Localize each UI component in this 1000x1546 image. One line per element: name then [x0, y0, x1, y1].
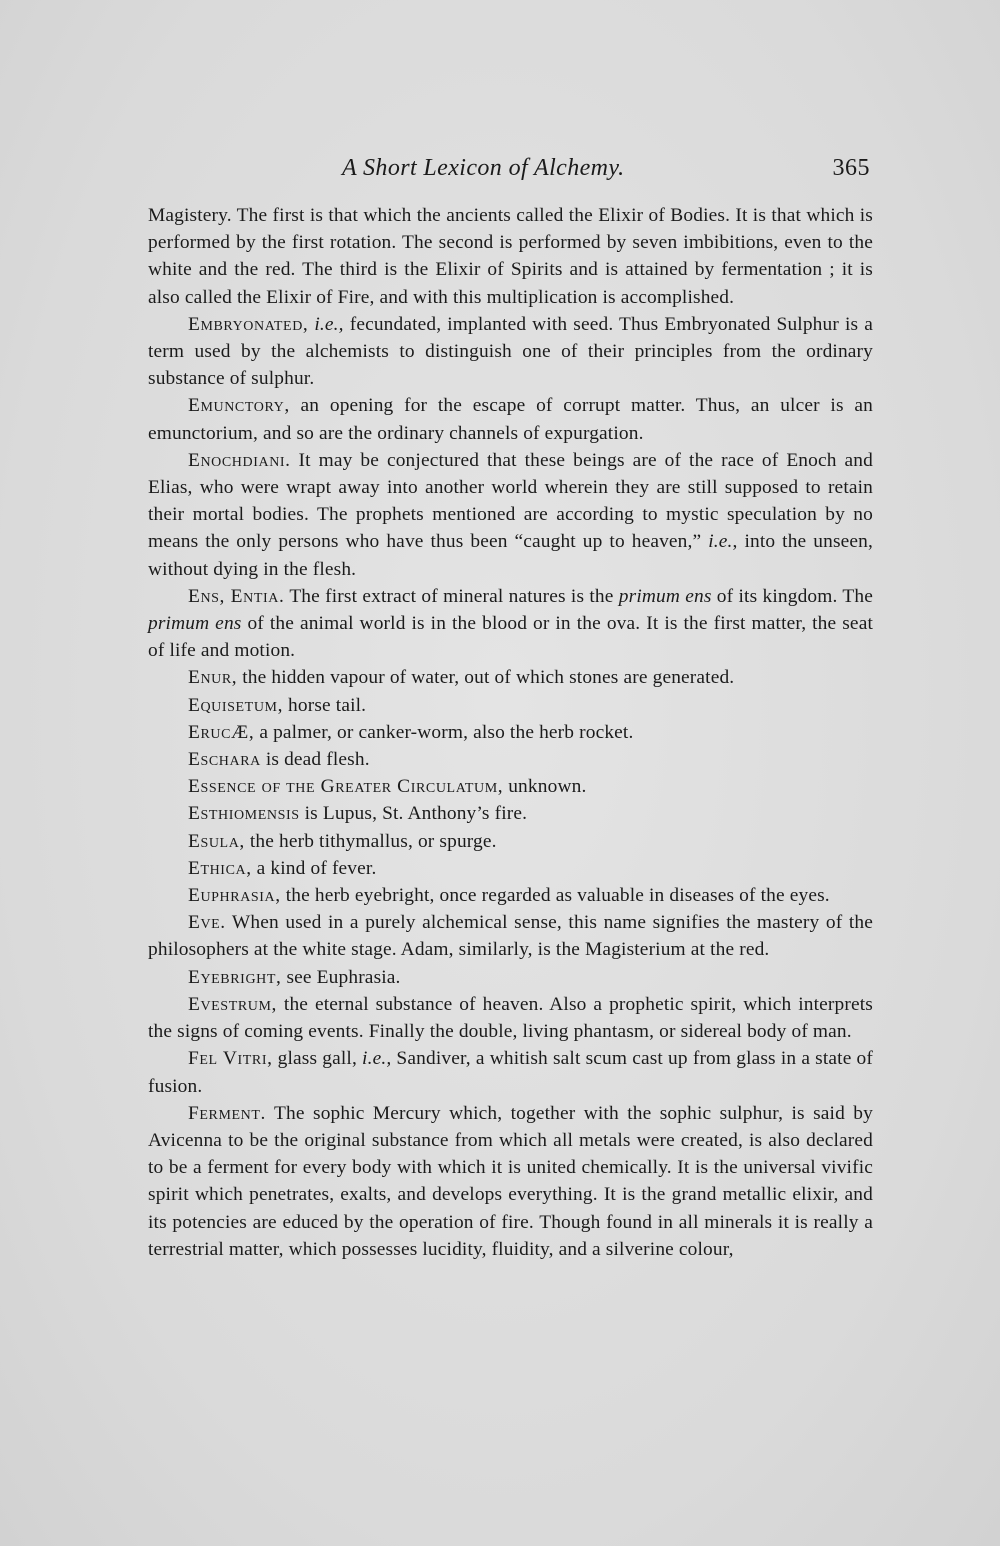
entry-term: Esula, — [188, 830, 245, 852]
entry-equisetum: Equisetum, horse tail. — [188, 694, 367, 716]
entry-ethica: Ethica, a kind of fever. — [188, 857, 377, 879]
italic-phrase: primum ens — [618, 585, 712, 607]
entry-magistery-continuation: Magistery. The first is that which the ancients called the Elixir of Bodies. It is that which is performed by the first rotation. The second is performed by seven imbibitions, even to the white and the red. The third is the Elixir of Spirits and is attained by fermentation ; it is also called the Elixir of Fire, and with this multiplication is accomplished. — [148, 205, 873, 308]
page-header — [148, 155, 870, 189]
ie-abbrev: i.e., — [362, 1048, 392, 1070]
entry-term: Equisetum, — [188, 694, 284, 716]
entry-term: Enur, — [188, 667, 238, 689]
lexicon-text — [148, 202, 873, 1263]
running-title: A Short Lexicon of Alchemy. — [342, 155, 625, 181]
page-number: 365 — [832, 155, 870, 181]
entry-term: Evestrum, — [188, 993, 277, 1015]
entry-term: Emunctory, — [188, 395, 290, 417]
entry-erucae: ErucÆ, a palmer, or canker-worm, also the herb rocket. — [188, 721, 634, 743]
entry-eschara: Eschara is dead flesh. — [188, 749, 370, 771]
entry-enochdiani: Enochdiani. It may be conjectured that these beings are of the race of Enoch and Elias, who were wrapt away into another world wherein they are still supposed to retain their mortal bodies. The prophets mentioned are according to mystic speculation by no means the only persons who have thus been “caught up to heaven,” i.e., into the unseen, without dying in the flesh. — [148, 449, 873, 580]
entry-ferment: Ferment. The sophic Mercury which, together with the sophic sulphur, is said by Avicenna to be the original substance from which all metals were created, is also declared to be a ferment for every body with which it is united chemically. It is the universal vivific spirit which penetrates, exalts, and develops everything. It is the grand metallic elixir, and its potencies are educed by the operation of fire. Though found in all minerals it is really a terrestrial matter, which possesses lucidity, fluidity, and a silverine colour, — [148, 1102, 873, 1260]
entry-esula: Esula, the herb tithymallus, or spurge. — [188, 830, 497, 852]
entry-fel-vitri: Fel Vitri, glass gall, i.e., Sandiver, a whitish salt scum cast up from glass in a state of fusion. — [148, 1048, 874, 1097]
entry-embryonated: Embryonated, i.e., fecundated, implanted with seed. Thus Embryonated Sulphur is a term used by the alchemists to distinguish one of their principles from the ordinary substance of sulphur. — [148, 313, 874, 390]
entry-term: Ethica, — [188, 857, 252, 879]
entry-ens: Ens, Entia. The first extract of mineral natures is the primum ens of its kingdom. The primum ens of the animal world is in the blood or in the ova. It is the first matter, the seat of life and motion. — [148, 585, 873, 662]
entry-term: Eschara — [188, 749, 261, 771]
entry-enur: Enur, the hidden vapour of water, out of which stones are generated. — [188, 667, 735, 689]
entry-esthiomensis: Esthiomensis is Lupus, St. Anthony’s fire. — [188, 803, 528, 825]
italic-phrase: primum ens — [148, 613, 242, 635]
entry-eyebright: Eyebright, see Euphrasia. — [188, 966, 401, 988]
entry-essence: Essence of the Greater Circulatum, unknown. — [188, 776, 587, 798]
entry-evestrum: Evestrum, the eternal substance of heaven. Also a prophetic spirit, which interprets the signs of coming events. Finally the double, living phantasm, or sidereal body of man. — [148, 993, 873, 1043]
entry-emunctory: Emunctory, an opening for the escape of corrupt matter. Thus, an ulcer is an emunctorium, and so are the ordinary channels of expurgation. — [148, 395, 873, 444]
entry-eve: Eve. When used in a purely alchemical sense, this name signifies the mastery of the philosophers at the white stage. Adam, similarly, is the Magisterium at the red. — [148, 912, 873, 961]
ie-abbrev: i.e., — [314, 313, 344, 335]
entry-term: Ferment. — [188, 1102, 266, 1124]
ie-abbrev: i.e. — [708, 531, 733, 553]
entry-term: Enochdiani. — [188, 449, 291, 471]
entry-term: Essence of the Greater Circulatum, — [188, 776, 504, 798]
entry-term: Esthiomensis — [188, 803, 300, 825]
entry-term: ErucÆ, — [188, 721, 255, 743]
entry-term: Eyebright, — [188, 966, 282, 988]
entry-term: Euphrasia, — [188, 885, 281, 907]
entry-term: Eve. — [188, 912, 226, 934]
entry-term: Fel Vitri, — [188, 1048, 273, 1070]
entry-euphrasia: Euphrasia, the herb eyebright, once regarded as valuable in diseases of the eyes. — [188, 885, 830, 907]
entry-term: Ens, Entia. — [188, 585, 285, 607]
entry-term: Embryonated, — [188, 313, 309, 335]
